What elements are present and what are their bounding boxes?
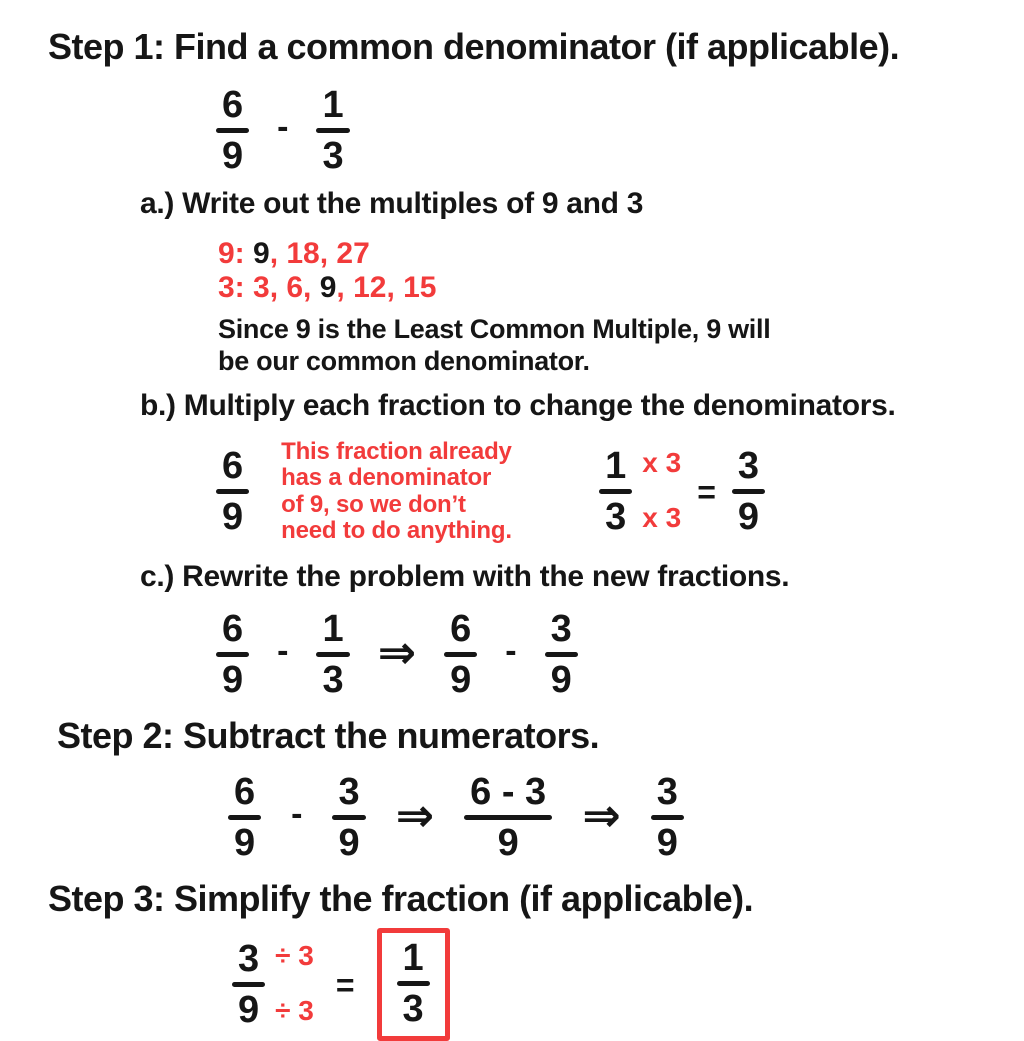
fraction-denominator: 9 — [222, 659, 244, 702]
minus-sign: - — [277, 631, 289, 670]
divide-three-bottom: ÷ 3 — [275, 995, 314, 1027]
fraction-numerator: 6 - 3 — [470, 771, 547, 814]
fraction-denominator: 9 — [450, 659, 472, 702]
step1c-rewrite-row — [216, 608, 1024, 702]
multiples-3-rest: , 12, 15 — [336, 270, 437, 304]
lcm-note — [218, 314, 1024, 377]
step1a-heading: a.) Write out the multiples of 9 and 3 — [140, 187, 644, 220]
final-answer-box — [377, 928, 450, 1041]
fraction-three-ninths — [232, 938, 265, 1032]
fraction-denominator: 3 — [322, 659, 344, 702]
implies-arrow-icon: ⇒ — [395, 787, 435, 842]
three-ninths-divided-by-three — [232, 938, 314, 1032]
fraction-denominator: 9 — [550, 659, 572, 702]
fraction-one-third — [397, 937, 430, 1031]
fraction-three-ninths — [332, 771, 365, 865]
fraction-denominator: 9 — [238, 989, 260, 1032]
step1b-heading: b.) Multiply each fraction to change the denominators. — [140, 388, 896, 422]
lcm-note-line1: Since 9 is the Least Common Multiple, 9 will — [218, 314, 771, 345]
implies-arrow-icon: ⇒ — [377, 624, 417, 679]
minus-sign: - — [277, 107, 289, 146]
one-third-times-three — [599, 445, 682, 539]
multiples-9-rest: , 18, 27 — [269, 237, 370, 270]
fraction-six-ninths — [444, 608, 477, 702]
step3-heading: Step 3: Simplify the fraction (if applicable). — [48, 878, 754, 920]
multiply-fraction-group — [599, 445, 765, 539]
fraction-numerator: 6 — [450, 608, 472, 651]
times-three-bottom: x 3 — [642, 502, 682, 534]
lcm-note-line2: be our common denominator. — [218, 345, 590, 376]
note-line: need to do anything. — [281, 516, 512, 544]
multiples-9-label: 9: — [218, 237, 254, 270]
fraction-denominator: 3 — [605, 496, 627, 539]
multiples-3-label: 3: 3, 6, — [218, 270, 320, 304]
fraction-numerator: 6 — [222, 608, 244, 651]
fraction-denominator: 9 — [497, 822, 519, 865]
fraction-denominator: 9 — [222, 496, 244, 539]
fraction-three-ninths — [651, 771, 684, 865]
multiples-of-9-line — [218, 237, 1024, 271]
step2-work-row — [228, 771, 1024, 865]
multiples-3-common: 9 — [319, 270, 337, 304]
fraction-numerator: 6 — [234, 771, 256, 814]
fraction-one-third — [599, 445, 632, 539]
note-line: of 9, so we don’t — [281, 490, 466, 518]
fraction-numerator: 1 — [322, 84, 344, 126]
note-line: has a denominator — [281, 464, 492, 492]
multiples-of-3-line — [218, 271, 1024, 305]
fraction-denominator: 9 — [234, 822, 256, 865]
fraction-numerator: 3 — [338, 771, 360, 814]
divide-annotations — [275, 940, 314, 1029]
times-annotations — [642, 447, 681, 536]
fraction-numerator: 3 — [550, 608, 572, 651]
fraction-numerator: 6 — [222, 84, 244, 126]
equals-sign: = — [697, 473, 716, 510]
fraction-six-ninths — [216, 445, 249, 539]
fraction-numerator: 6 — [222, 445, 244, 488]
fraction-six-ninths — [216, 608, 249, 702]
fraction-one-third — [316, 608, 349, 702]
step1-problem-row — [216, 86, 1024, 175]
fraction-one-third — [316, 86, 349, 175]
step1b-work-row — [216, 439, 1024, 545]
divide-three-top: ÷ 3 — [275, 940, 314, 972]
step2-heading: Step 2: Subtract the numerators. — [57, 715, 600, 757]
step1-heading: Step 1: Find a common denominator (if applicable). — [48, 26, 900, 67]
step1c-heading: c.) Rewrite the problem with the new fractions. — [140, 560, 790, 594]
equals-sign: = — [335, 966, 355, 1003]
step3-work-row — [232, 928, 1024, 1041]
fraction-six-minus-three-ninths — [464, 771, 552, 865]
multiples-9-common: 9 — [253, 237, 270, 270]
fraction-six-ninths — [216, 86, 249, 175]
multiples-list — [218, 237, 1024, 304]
fraction-three-ninths — [732, 445, 765, 539]
fraction-denominator: 9 — [656, 822, 678, 865]
fraction-denominator: 9 — [222, 135, 244, 177]
fraction-numerator: 3 — [656, 771, 678, 814]
note-line: This fraction already — [281, 437, 512, 465]
fraction-numerator: 3 — [737, 445, 760, 488]
minus-sign: - — [505, 631, 517, 670]
fraction-denominator: 9 — [737, 496, 760, 539]
fraction-denominator: 9 — [338, 822, 360, 865]
fraction-six-ninths — [228, 771, 261, 865]
fraction-denominator: 3 — [322, 135, 344, 177]
times-three-top: x 3 — [642, 447, 682, 479]
minus-sign: - — [291, 794, 303, 833]
fraction-numerator: 3 — [238, 938, 260, 981]
fraction-numerator: 1 — [402, 937, 424, 980]
already-denominator-note — [281, 439, 567, 545]
fraction-numerator: 1 — [322, 608, 344, 651]
fraction-denominator: 3 — [402, 988, 424, 1031]
fraction-numerator: 1 — [605, 445, 627, 488]
fraction-three-ninths — [545, 608, 578, 702]
implies-arrow-icon: ⇒ — [582, 787, 621, 842]
